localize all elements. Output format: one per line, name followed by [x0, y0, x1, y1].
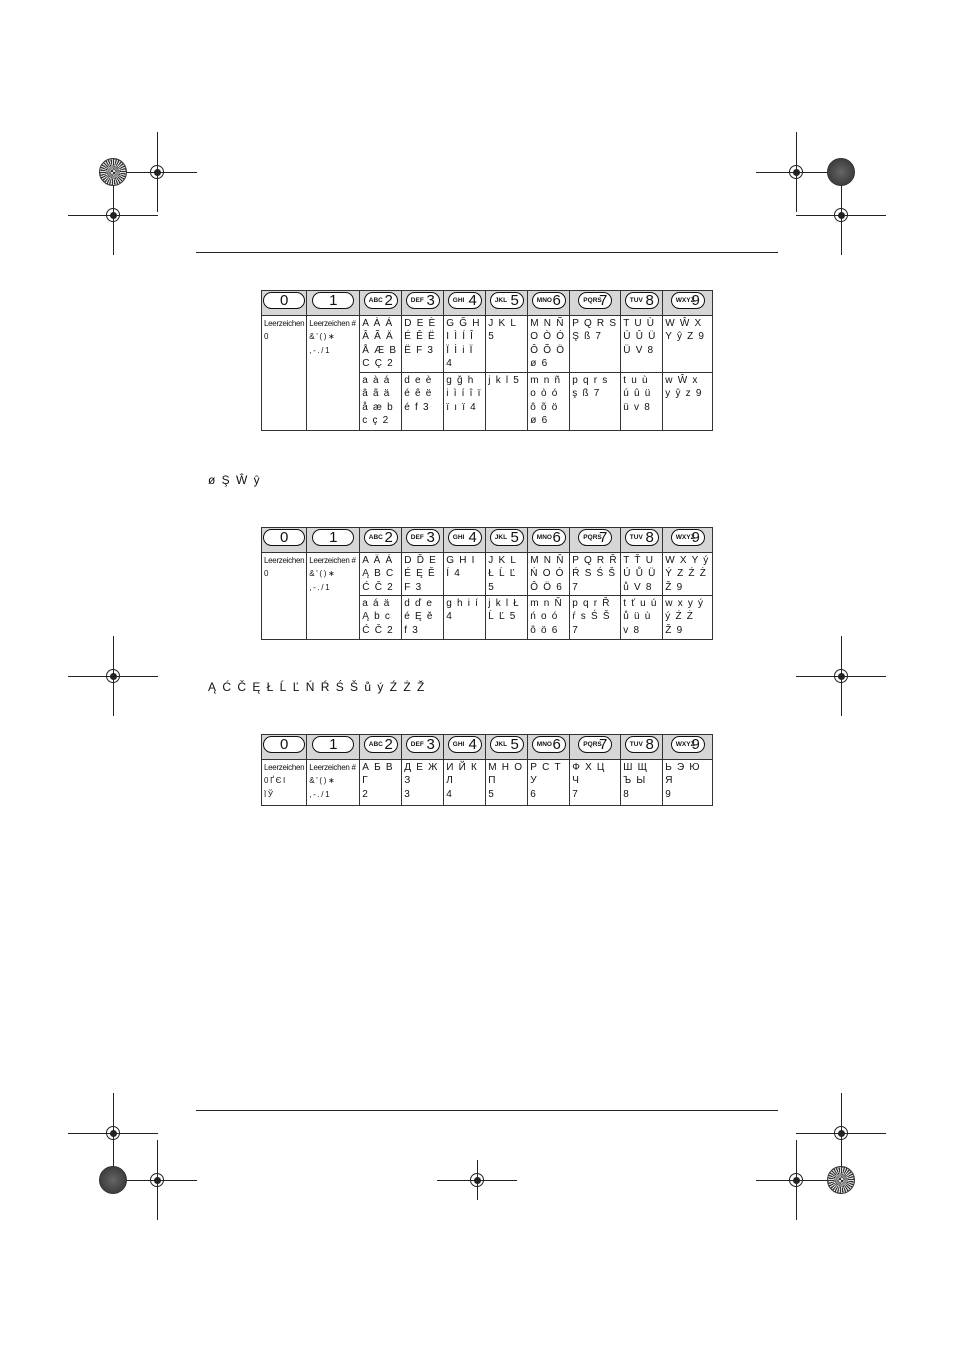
upper-chars-key-6: M N Ñ O Ò Ó Ô Õ Ö ø 6 — [528, 316, 570, 373]
key-digit: 2 — [384, 529, 393, 547]
key-4-header — [444, 528, 486, 553]
upper-case-row — [262, 553, 713, 596]
key-3-icon — [406, 736, 440, 753]
key-header-row — [262, 735, 713, 760]
key-digit: 6 — [552, 292, 561, 310]
key-5-icon — [490, 529, 524, 546]
key-digit: 4 — [468, 529, 477, 547]
lower-chars-key-7: p q r s ş ß 7 — [570, 373, 621, 431]
key-8-header — [621, 735, 663, 760]
key-digit: 0 — [279, 292, 289, 310]
key-letters: DEF — [410, 741, 424, 749]
key-letters: ABC — [368, 297, 383, 305]
key-0-chars: Leerzeichen 0 — [262, 316, 307, 431]
upper-chars-key-2: A À Á Â Ã Ä Å Æ B C Ç 2 — [360, 316, 402, 373]
key-4-icon — [448, 529, 482, 546]
upper-chars-key-8: T Ť U Ú Ů Ü ů V 8 — [621, 553, 663, 596]
footer-rule — [196, 1110, 778, 1111]
lower-chars-key-3: d ď e é Ę ě f 3 — [402, 596, 444, 640]
lower-chars-key-2: a á ä Ą b c Ć Č 2 — [360, 596, 402, 640]
key-1-header — [307, 528, 360, 553]
lower-chars-key-8: t u ù ú û ü ü v 8 — [621, 373, 663, 431]
upper-chars-key-9: W Ŵ X Y ŷ Z 9 — [663, 316, 713, 373]
key-digit: 6 — [552, 529, 561, 547]
key-3-header — [402, 291, 444, 316]
key-digit: 8 — [645, 736, 654, 754]
chars-key-6: Р С Т У 6 — [528, 760, 570, 806]
color-target-icon — [99, 1166, 127, 1194]
upper-chars-key-7: P Q R S Ş ß 7 — [570, 316, 621, 373]
key-letters: PQRS — [583, 534, 602, 542]
key-3-icon — [406, 529, 440, 546]
chars-key-7: Ф Х Ц Ч 7 — [570, 760, 621, 806]
key-digit: 2 — [384, 736, 393, 754]
key-digit: 6 — [552, 736, 561, 754]
key-6-header — [528, 291, 570, 316]
key-9-header — [663, 735, 713, 760]
key-1-chars: Leerzeichen # & ' ( ) ∗ , - . / 1 — [307, 760, 360, 806]
key-digit: 4 — [468, 292, 477, 310]
key-digit: 1 — [329, 529, 338, 547]
key-9-header — [663, 291, 713, 316]
key-digit: 5 — [510, 529, 519, 547]
key-digit: 3 — [426, 529, 435, 547]
key-digit: 9 — [691, 292, 700, 310]
key-letters: TUV — [629, 534, 643, 542]
upper-chars-key-4: G Ğ H I Ì Í Î Ï İ i Ï 4 — [444, 316, 486, 373]
key-letters: JKL — [494, 534, 508, 542]
key-digit: 7 — [598, 292, 608, 310]
key-letters: GHI — [452, 741, 465, 749]
key-0-icon — [263, 292, 305, 309]
key-0-header — [262, 291, 307, 316]
key-digit: 9 — [691, 736, 700, 754]
key-digit: 5 — [510, 292, 519, 310]
key-letters: MNO — [536, 534, 552, 542]
key-letters: WXYZ — [675, 297, 695, 305]
key-digit: 0 — [279, 529, 289, 547]
upper-case-row — [262, 316, 713, 373]
key-letters: WXYZ — [675, 741, 695, 749]
key-digit: 7 — [598, 736, 608, 754]
key-0-icon — [263, 736, 305, 753]
lower-chars-key-6: m n ñ o ò ó ô õ ö ø 6 — [528, 373, 570, 431]
chars-key-2: А Б В Г 2 — [360, 760, 402, 806]
upper-chars-key-8: T U Ù Ú Û Ü Ü V 8 — [621, 316, 663, 373]
cyrillic-row — [262, 760, 713, 806]
color-target-icon — [827, 158, 855, 186]
key-letters: ABC — [368, 534, 383, 542]
upper-chars-key-5: J K L Ł Ĺ Ľ 5 — [486, 553, 528, 596]
key-5-header — [486, 735, 528, 760]
key-5-icon — [490, 736, 524, 753]
key-5-header — [486, 528, 528, 553]
key-4-header — [444, 291, 486, 316]
key-2-header — [360, 735, 402, 760]
key-8-icon — [625, 529, 659, 546]
key-digit: 0 — [279, 736, 289, 754]
key-letters: JKL — [494, 297, 508, 305]
key-2-icon — [364, 292, 398, 309]
key-0-chars: Leerzeichen 0 Ґ Є І Ї Ў — [262, 760, 307, 806]
chars-key-3: Д Е Ж З 3 — [402, 760, 444, 806]
key-8-header — [621, 291, 663, 316]
key-letters: ABC — [368, 741, 383, 749]
lower-chars-key-5: j k l Ł Ĺ Ľ 5 — [486, 596, 528, 640]
key-digit: 3 — [426, 292, 435, 310]
upper-chars-key-5: J K L 5 — [486, 316, 528, 373]
key-digit: 7 — [598, 529, 608, 547]
key-9-icon — [671, 736, 705, 753]
key-6-header — [528, 735, 570, 760]
upper-chars-key-2: A Ä Á Ą B C Ć Č 2 — [360, 553, 402, 596]
key-digit: 9 — [691, 529, 700, 547]
chars-key-4: И Й К Л 4 — [444, 760, 486, 806]
key-4-icon — [448, 736, 482, 753]
key-7-icon — [578, 292, 612, 309]
lower-chars-key-4: g ğ h i ì í î ï ï ı ï 4 — [444, 373, 486, 431]
key-7-header — [570, 291, 621, 316]
key-0-icon — [263, 529, 305, 546]
color-target-icon — [99, 158, 127, 186]
key-digit: 8 — [645, 529, 654, 547]
key-digit: 2 — [384, 292, 393, 310]
extra-chars-line-1: ø Ş Ŵ ŷ — [208, 473, 262, 487]
upper-chars-key-3: D E È É Ê Ë Ë F 3 — [402, 316, 444, 373]
upper-chars-key-9: W X Y ý Ý Z Ź Ż Ž 9 — [663, 553, 713, 596]
header-rule — [196, 252, 778, 253]
key-3-header — [402, 735, 444, 760]
key-1-icon — [312, 292, 354, 309]
key-1-header — [307, 735, 360, 760]
character-table-1 — [261, 290, 713, 431]
key-9-header — [663, 528, 713, 553]
key-header-row — [262, 528, 713, 553]
key-digit: 4 — [468, 736, 477, 754]
key-2-header — [360, 528, 402, 553]
key-letters: PQRS — [583, 297, 602, 305]
key-8-icon — [625, 292, 659, 309]
key-letters: WXYZ — [675, 534, 695, 542]
chars-key-9: Ь Э Ю Я 9 — [663, 760, 713, 806]
key-digit: 1 — [329, 292, 338, 310]
key-8-header — [621, 528, 663, 553]
upper-chars-key-4: G H I Í 4 — [444, 553, 486, 596]
key-7-header — [570, 528, 621, 553]
key-6-icon — [532, 529, 566, 546]
key-letters: DEF — [410, 534, 424, 542]
lower-chars-key-2: a à á â ã ä å æ b c ç 2 — [360, 373, 402, 431]
key-6-icon — [532, 292, 566, 309]
key-0-header — [262, 528, 307, 553]
key-9-icon — [671, 292, 705, 309]
key-4-icon — [448, 292, 482, 309]
key-2-icon — [364, 529, 398, 546]
key-letters: TUV — [629, 741, 643, 749]
lower-chars-key-6: m n Ň ń o ó ô ö 6 — [528, 596, 570, 640]
key-1-chars: Leerzeichen # & ' ( ) ∗ , - . / 1 — [307, 553, 360, 640]
key-2-header — [360, 291, 402, 316]
lower-chars-key-3: d e è é ê ë é f 3 — [402, 373, 444, 431]
character-table-3 — [261, 734, 713, 806]
chars-key-8: Ш Щ Ъ Ы 8 — [621, 760, 663, 806]
key-digit: 3 — [426, 736, 435, 754]
color-target-icon — [827, 1166, 855, 1194]
key-letters: MNO — [536, 741, 552, 749]
key-5-icon — [490, 292, 524, 309]
key-5-header — [486, 291, 528, 316]
key-8-icon — [625, 736, 659, 753]
key-7-icon — [578, 736, 612, 753]
lower-chars-key-5: j k l 5 — [486, 373, 528, 431]
lower-chars-key-7: p q r Ř ŕ s Ś Š 7 — [570, 596, 621, 640]
lower-chars-key-9: w Ŵ x y ŷ z 9 — [663, 373, 713, 431]
key-7-header — [570, 735, 621, 760]
key-letters: GHI — [452, 534, 465, 542]
key-header-row — [262, 291, 713, 316]
key-letters: PQRS — [583, 741, 602, 749]
key-9-icon — [671, 529, 705, 546]
key-1-icon — [312, 529, 354, 546]
key-0-chars: Leerzeichen 0 — [262, 553, 307, 640]
key-1-header — [307, 291, 360, 316]
key-digit: 8 — [645, 292, 654, 310]
key-6-header — [528, 528, 570, 553]
chars-key-5: М Н О П 5 — [486, 760, 528, 806]
key-letters: TUV — [629, 297, 643, 305]
key-1-chars: Leerzeichen # & ' ( ) ∗ , - . / 1 — [307, 316, 360, 431]
key-6-icon — [532, 736, 566, 753]
lower-chars-key-9: w x y ý ý Ź Ż Ž 9 — [663, 596, 713, 640]
extra-chars-line-2: Ą Ć Č Ę Ł Ĺ Ľ Ń Ŕ Ś Š ů ý Ź Ż Ž — [208, 680, 426, 694]
key-7-icon — [578, 529, 612, 546]
key-2-icon — [364, 736, 398, 753]
key-4-header — [444, 735, 486, 760]
key-digit: 1 — [329, 736, 338, 754]
key-digit: 5 — [510, 736, 519, 754]
key-1-icon — [312, 736, 354, 753]
character-table-2 — [261, 527, 713, 640]
key-3-header — [402, 528, 444, 553]
upper-chars-key-3: D Ď E É Ę Ě F 3 — [402, 553, 444, 596]
upper-chars-key-6: M N Ň Ń O Ó Ô Ö 6 — [528, 553, 570, 596]
key-letters: JKL — [494, 741, 508, 749]
upper-chars-key-7: P Q R Ř Ŕ S Ś Š 7 — [570, 553, 621, 596]
lower-chars-key-8: t ť u ú ů ü ù v 8 — [621, 596, 663, 640]
key-letters: GHI — [452, 297, 465, 305]
key-letters: DEF — [410, 297, 424, 305]
key-0-header — [262, 735, 307, 760]
key-3-icon — [406, 292, 440, 309]
lower-chars-key-4: g h i í 4 — [444, 596, 486, 640]
key-letters: MNO — [536, 297, 552, 305]
